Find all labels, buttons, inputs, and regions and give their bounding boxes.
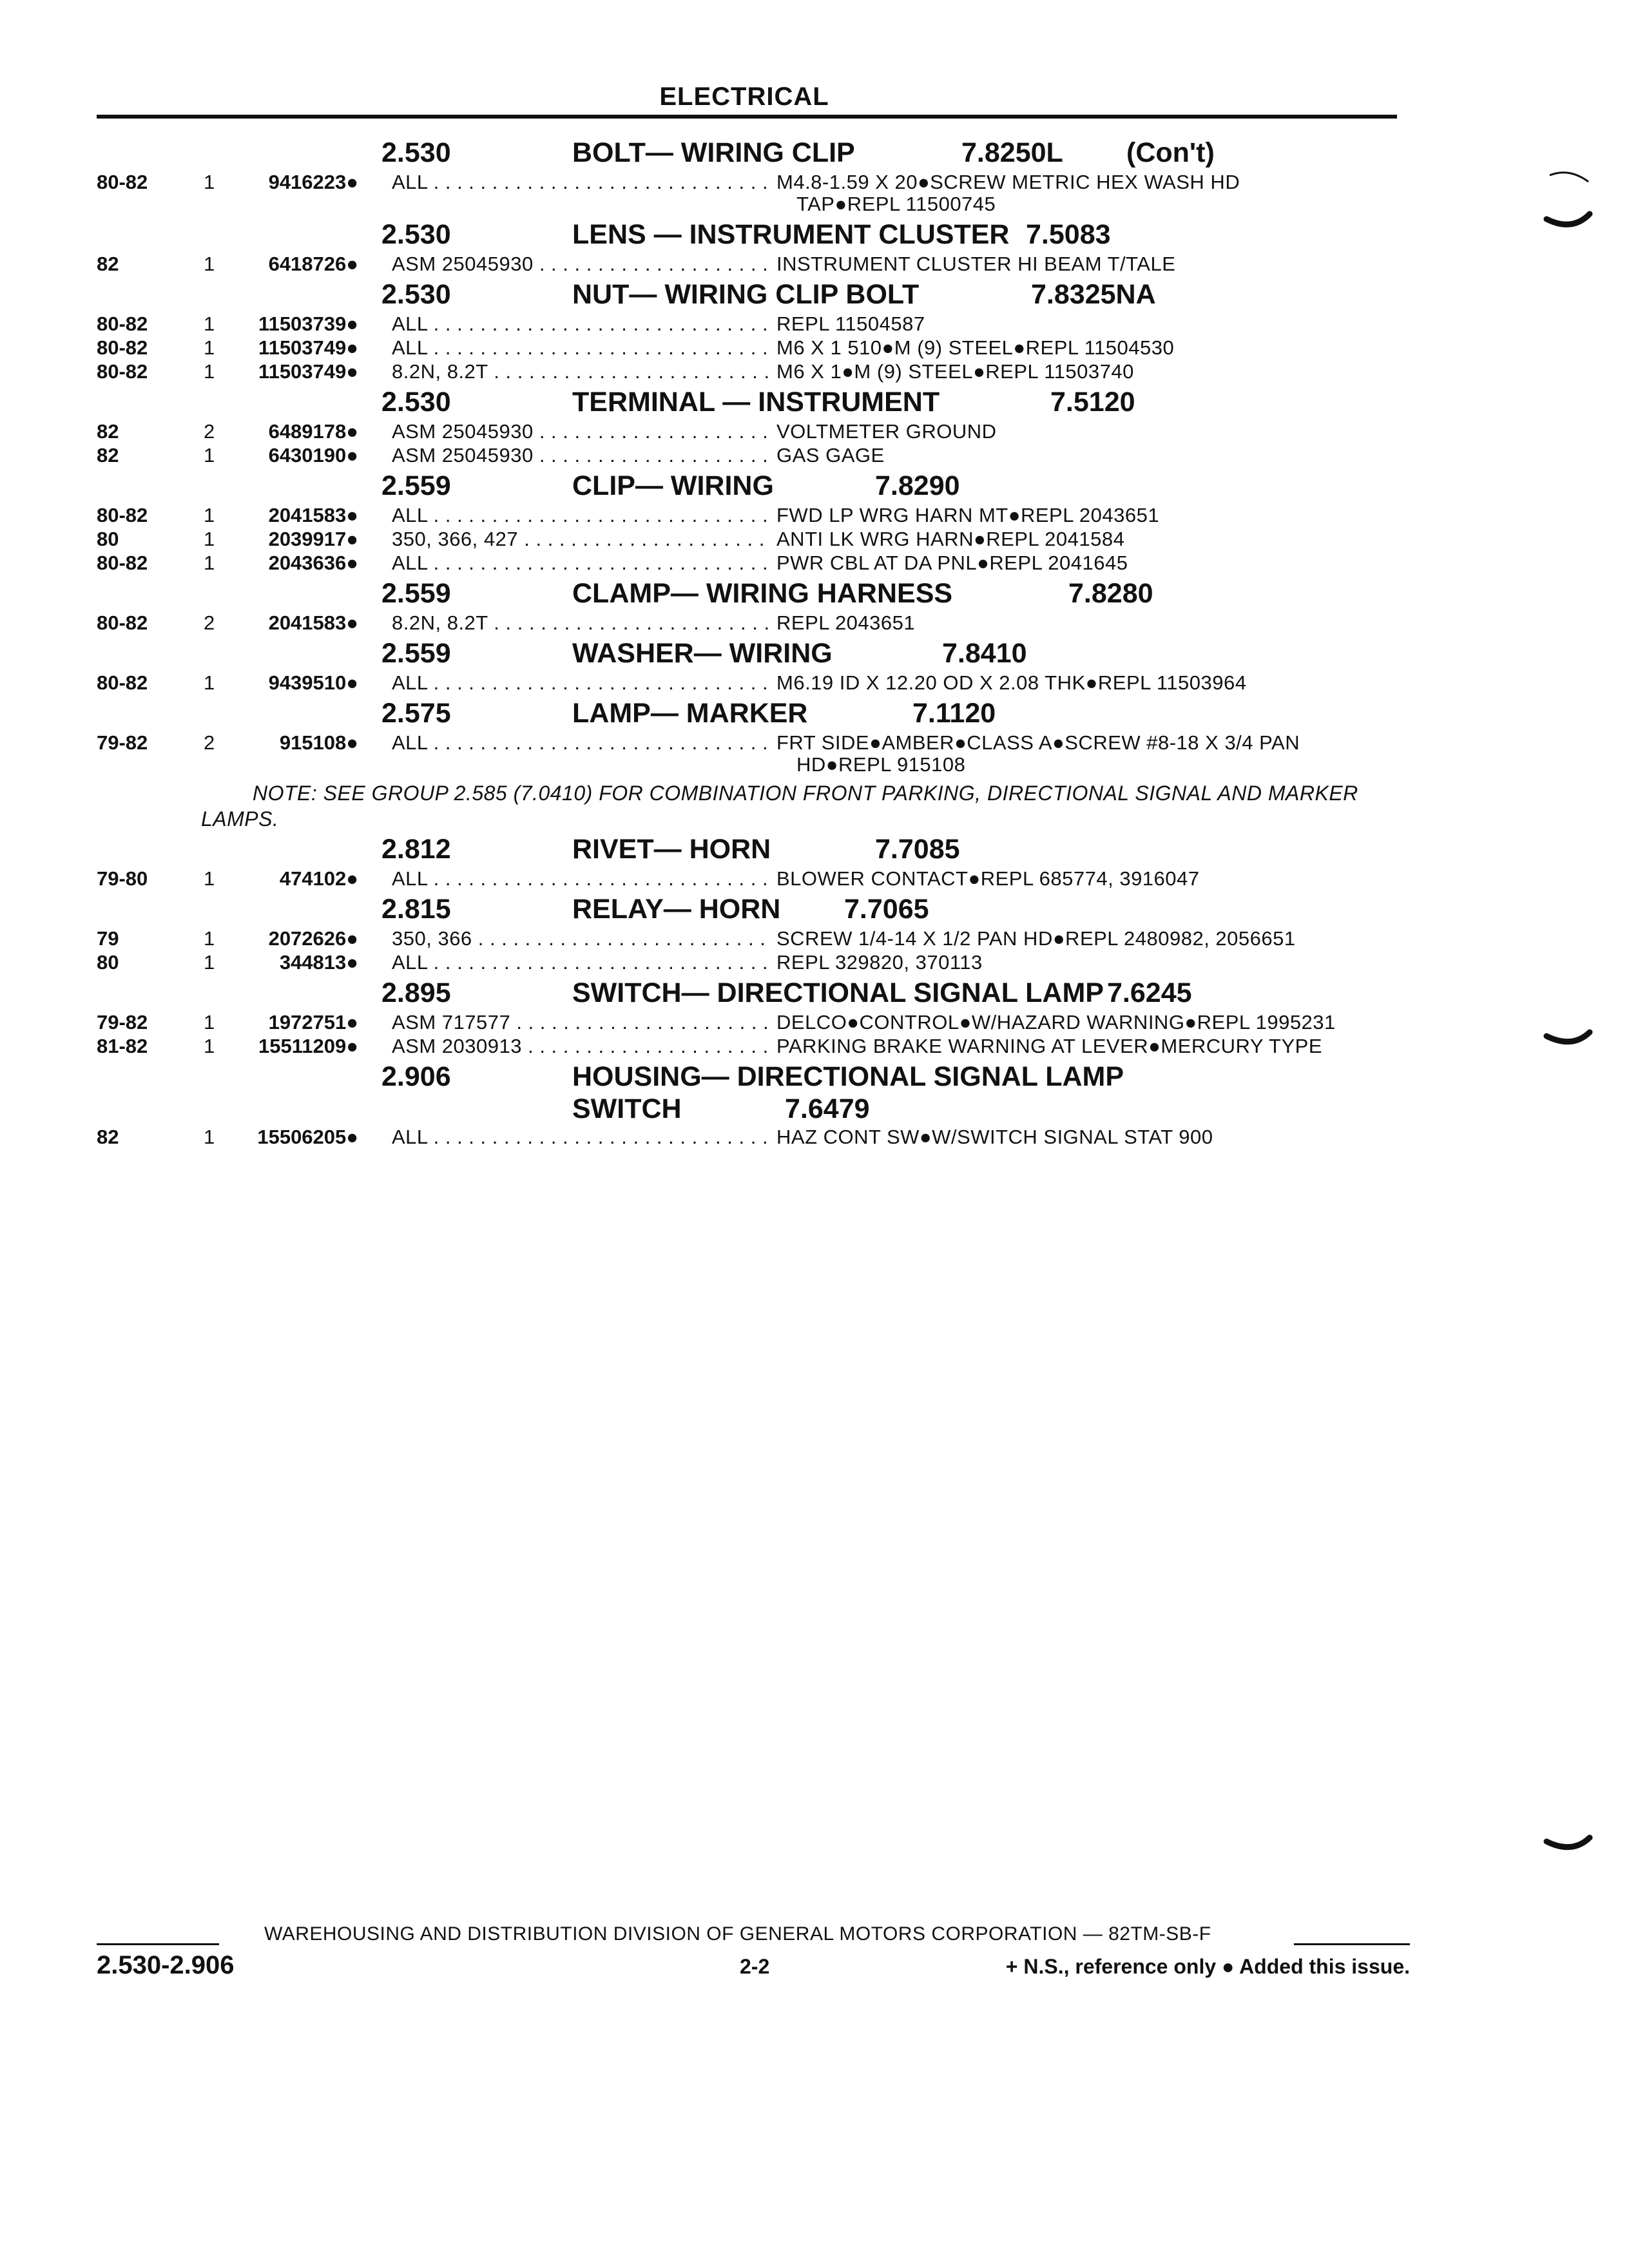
group-code: 7.8250L: [961, 137, 1063, 168]
application: [392, 420, 772, 443]
part-number: 15511209●: [258, 1035, 358, 1057]
application: [392, 504, 772, 527]
quantity: 1: [204, 1011, 215, 1033]
model-years: 82: [97, 444, 119, 466]
group-name: LENS — INSTRUMENT CLUSTER: [572, 219, 1010, 250]
part-row: [0, 445, 1629, 468]
part-row: [0, 952, 1629, 975]
application: [392, 1035, 772, 1058]
group-name: TERMINAL — INSTRUMENT: [572, 387, 940, 418]
group-code: 7.8290: [875, 470, 960, 501]
group-number: 2.895: [381, 977, 451, 1008]
model-years: 80-82: [97, 336, 148, 359]
application: [392, 867, 772, 890]
model-years: 79: [97, 927, 119, 950]
group-number: 2.559: [381, 470, 451, 501]
part-row: [0, 732, 1629, 756]
part-number: 344813●: [279, 951, 358, 974]
model-years: 80-82: [97, 360, 148, 383]
part-row: [0, 171, 1629, 195]
application-text: ASM 717577: [392, 1011, 511, 1033]
group-name: RELAY— HORN: [572, 894, 781, 925]
part-row: [0, 1035, 1629, 1059]
group-code: 7.8410: [942, 638, 1027, 669]
application: [392, 611, 772, 635]
group-header: [0, 217, 1629, 253]
part-row: [0, 421, 1629, 445]
part-number: 6489178●: [268, 420, 358, 443]
parts-listing: [0, 135, 1629, 1150]
group-name: NUT— WIRING CLIP BOLT: [572, 279, 920, 310]
part-row: [0, 528, 1629, 552]
description: ANTI LK WRG HARN●REPL 2041584: [776, 528, 1125, 550]
group-header: [0, 576, 1629, 612]
group-number: 2.530: [381, 137, 451, 168]
part-number: 2072626●: [268, 927, 358, 950]
part-number: 2043636●: [268, 552, 358, 574]
application-text: ALL: [392, 312, 428, 335]
model-years: 80-82: [97, 671, 148, 694]
group-header: [0, 975, 1629, 1012]
group-name: LAMP— MARKER: [572, 698, 808, 729]
part-row: [0, 313, 1629, 337]
model-years: 79-80: [97, 867, 148, 890]
part-number: 6430190●: [268, 444, 358, 466]
group-name: BOLT— WIRING CLIP: [572, 137, 855, 168]
part-row: [0, 1126, 1629, 1150]
section-title: ELECTRICAL: [659, 82, 829, 111]
application-text: ALL: [392, 504, 428, 526]
quantity: 1: [204, 671, 215, 694]
group-note: NOTE: SEE GROUP 2.585 (7.0410) FOR COMBINATION FRONT PARKING, DIRECTIONAL SIGNAL AND MARKER LAMPS.: [201, 782, 1358, 831]
application-text: ALL: [392, 336, 428, 359]
group-name: WASHER— WIRING: [572, 638, 833, 669]
group-code: 7.5120: [1050, 387, 1135, 418]
part-number: 915108●: [279, 731, 358, 754]
group-code: 7.6479: [785, 1093, 870, 1124]
group-code: 7.6245: [1107, 977, 1192, 1008]
application-text: ALL: [392, 171, 428, 193]
part-number: 2041583●: [268, 504, 358, 526]
application-text: 350, 366: [392, 927, 472, 950]
part-number: 15506205●: [257, 1126, 358, 1148]
part-number: 2039917●: [268, 528, 358, 550]
group-name: CLIP— WIRING: [572, 470, 774, 501]
quantity: 1: [204, 1035, 215, 1057]
group-header: [0, 277, 1629, 313]
part-number: 11503749●: [258, 360, 358, 383]
footer-division-text: WAREHOUSING AND DISTRIBUTION DIVISION OF GENERAL MOTORS CORPORATION — 82TM-SB-F: [264, 1923, 1211, 1945]
description-continued: HD●REPL 915108: [796, 753, 966, 776]
group-code: 7.1120: [912, 698, 996, 729]
part-row: [0, 552, 1629, 576]
application-text: ALL: [392, 731, 428, 754]
application-text: 350, 366, 427: [392, 528, 519, 550]
description: M4.8-1.59 X 20●SCREW METRIC HEX WASH HD: [776, 171, 1240, 193]
group-header: [0, 636, 1629, 672]
description-continued-row: [0, 195, 1629, 217]
group-header-line2: [0, 1095, 1629, 1126]
description: BLOWER CONTACT●REPL 685774, 3916047: [776, 867, 1200, 890]
application-text: ALL: [392, 552, 428, 574]
footer-rule-left: [97, 1943, 219, 1945]
description: FWD LP WRG HARN MT●REPL 2043651: [776, 504, 1160, 526]
application: [392, 444, 772, 467]
part-number: 474102●: [279, 867, 358, 890]
group-code: 7.8325NA: [1031, 279, 1156, 310]
application: [392, 731, 772, 754]
quantity: 2: [204, 420, 215, 443]
quantity: 1: [204, 360, 215, 383]
part-number: 1972751●: [268, 1011, 358, 1033]
application: [392, 951, 772, 974]
group-number: 2.559: [381, 578, 451, 609]
model-years: 80-82: [97, 171, 148, 193]
quantity: 1: [204, 336, 215, 359]
description: PARKING BRAKE WARNING AT LEVER●MERCURY TYPE: [776, 1035, 1322, 1057]
application: [392, 671, 772, 695]
application: [392, 336, 772, 360]
description: VOLTMETER GROUND: [776, 420, 997, 443]
group-number: 2.559: [381, 638, 451, 669]
group-header: [0, 832, 1629, 868]
application-text: ALL: [392, 867, 428, 890]
group-number: 2.815: [381, 894, 451, 925]
quantity: 1: [204, 528, 215, 550]
model-years: 80-82: [97, 504, 148, 526]
application-text: ALL: [392, 1126, 428, 1148]
group-name: HOUSING— DIRECTIONAL SIGNAL LAMP: [572, 1061, 1124, 1092]
application: [392, 171, 772, 194]
application-text: ALL: [392, 671, 428, 694]
group-header: [0, 892, 1629, 928]
application: [392, 312, 772, 336]
model-years: 80: [97, 951, 119, 974]
quantity: 1: [204, 504, 215, 526]
group-code: 7.5083: [1026, 219, 1111, 250]
group-header: [0, 1059, 1629, 1095]
application: [392, 360, 772, 383]
group-header: [0, 696, 1629, 732]
group-number: 2.530: [381, 387, 451, 418]
header-rule: [97, 115, 1397, 119]
application-text: ASM 25045930: [392, 444, 534, 466]
quantity: 1: [204, 444, 215, 466]
footer-legend: + N.S., reference only ● Added this issue.: [1005, 1955, 1410, 1978]
quantity: 1: [204, 927, 215, 950]
part-number: 11503739●: [258, 312, 358, 335]
model-years: 82: [97, 1126, 119, 1148]
group-code: 7.7085: [875, 834, 960, 865]
model-years: 80-82: [97, 611, 148, 634]
group-number: 2.812: [381, 834, 451, 865]
application: [392, 528, 772, 551]
description-continued: TAP●REPL 11500745: [796, 193, 996, 215]
part-row: [0, 928, 1629, 952]
application-text: ASM 25045930: [392, 420, 534, 443]
part-number: 2041583●: [268, 611, 358, 634]
model-years: 82: [97, 420, 119, 443]
application: [392, 253, 772, 276]
part-row: [0, 337, 1629, 361]
group-number: 2.575: [381, 698, 451, 729]
quantity: 2: [204, 611, 215, 634]
footer-rule-right: [1294, 1943, 1410, 1945]
group-name: SWITCH— DIRECTIONAL SIGNAL LAMP: [572, 977, 1104, 1008]
model-years: 82: [97, 253, 119, 275]
group-name-continued: SWITCH: [572, 1093, 682, 1124]
description: REPL 2043651: [776, 611, 916, 634]
quantity: 1: [204, 253, 215, 275]
group-header: [0, 468, 1629, 505]
model-years: 80: [97, 528, 119, 550]
group-name: RIVET— HORN: [572, 834, 771, 865]
part-row: [0, 1012, 1629, 1035]
description: INSTRUMENT CLUSTER HI BEAM T/TALE: [776, 253, 1176, 275]
quantity: 2: [204, 731, 215, 754]
model-years: 79-82: [97, 1011, 148, 1033]
application: [392, 927, 772, 950]
quantity: 1: [204, 867, 215, 890]
binder-hole-mark-middle: [1543, 1024, 1595, 1057]
continued-label: (Con't): [1126, 137, 1215, 168]
description: PWR CBL AT DA PNL●REPL 2041645: [776, 552, 1128, 574]
group-header: [0, 385, 1629, 421]
model-years: 80-82: [97, 552, 148, 574]
model-years: 81-82: [97, 1035, 148, 1057]
group-header: [0, 135, 1629, 171]
part-number: 9439510●: [268, 671, 358, 694]
application-text: ALL: [392, 951, 428, 974]
quantity: 1: [204, 312, 215, 335]
group-name: CLAMP— WIRING HARNESS: [572, 578, 953, 609]
part-row: [0, 672, 1629, 696]
part-row: [0, 612, 1629, 636]
description: SCREW 1/4-14 X 1/2 PAN HD●REPL 2480982, 2056651: [776, 927, 1296, 950]
application-text: ASM 2030913: [392, 1035, 522, 1057]
application-text: ASM 25045930: [392, 253, 534, 275]
description: REPL 11504587: [776, 312, 925, 335]
application-text: 8.2N, 8.2T: [392, 360, 488, 383]
quantity: 1: [204, 552, 215, 574]
part-row: [0, 253, 1629, 277]
application-text: 8.2N, 8.2T: [392, 611, 488, 634]
footer-group-range: 2.530-2.906: [97, 1951, 235, 1979]
description: M6 X 1 510●M (9) STEEL●REPL 11504530: [776, 336, 1175, 359]
description-continued-row: [0, 753, 1629, 778]
description: M6.19 ID X 12.20 OD X 2.08 THK●REPL 11503964: [776, 671, 1247, 694]
description: HAZ CONT SW●W/SWITCH SIGNAL STAT 900: [776, 1126, 1213, 1148]
application: [392, 552, 772, 575]
part-row: [0, 361, 1629, 385]
quantity: 1: [204, 1126, 215, 1148]
description: REPL 329820, 370113: [776, 951, 983, 974]
part-row: [0, 868, 1629, 892]
part-row: [0, 505, 1629, 528]
group-number: 2.530: [381, 279, 451, 310]
quantity: 1: [204, 951, 215, 974]
binder-hole-mark-top: [1543, 168, 1595, 238]
binder-hole-mark-bottom: [1543, 1830, 1595, 1862]
page-number: 2-2: [740, 1955, 770, 1978]
group-code: 7.8280: [1068, 578, 1153, 609]
application: [392, 1011, 772, 1034]
description: FRT SIDE●AMBER●CLASS A●SCREW #8-18 X 3/4 PAN: [776, 731, 1300, 754]
model-years: 80-82: [97, 312, 148, 335]
description: DELCO●CONTROL●W/HAZARD WARNING●REPL 1995231: [776, 1011, 1336, 1033]
part-number: 6418726●: [268, 253, 358, 275]
group-number: 2.906: [381, 1061, 451, 1092]
group-number: 2.530: [381, 219, 451, 250]
group-code: 7.7065: [844, 894, 929, 925]
application: [392, 1126, 772, 1149]
model-years: 79-82: [97, 731, 148, 754]
description: M6 X 1●M (9) STEEL●REPL 11503740: [776, 360, 1134, 383]
description: GAS GAGE: [776, 444, 885, 466]
part-number: 11503749●: [258, 336, 358, 359]
part-number: 9416223●: [268, 171, 358, 193]
quantity: 1: [204, 171, 215, 193]
